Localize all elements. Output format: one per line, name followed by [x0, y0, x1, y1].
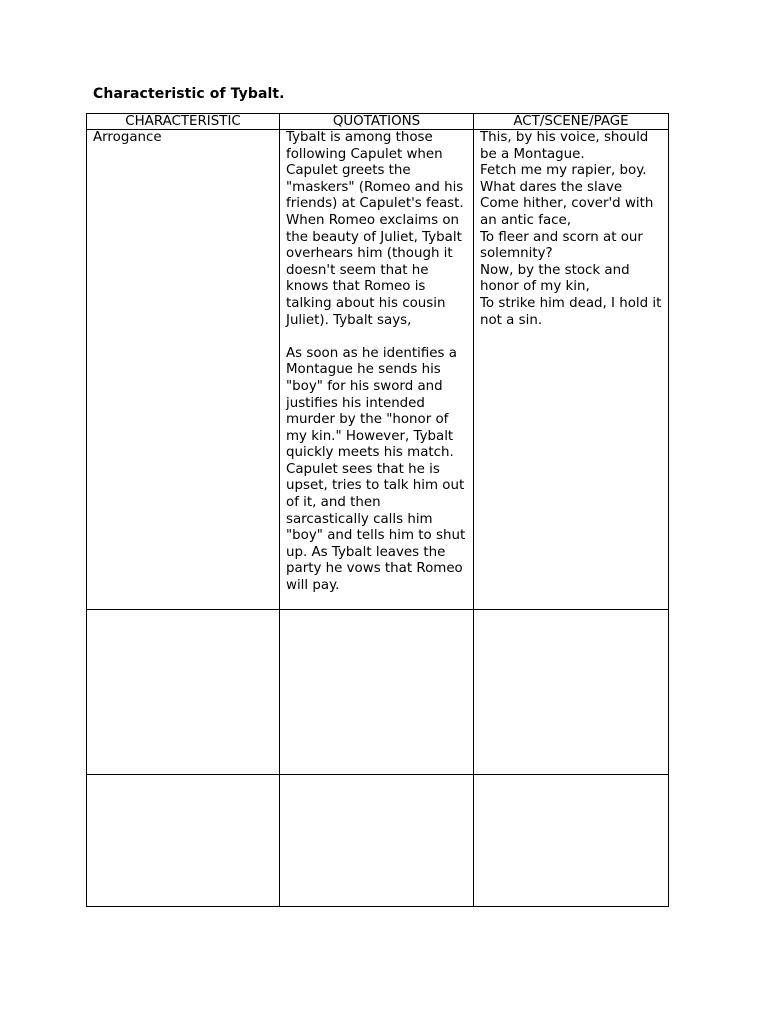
paragraph-gap	[286, 329, 467, 346]
act-scene-line: This, by his voice, should be a Montague.	[480, 130, 649, 162]
act-scene-line: To fleer and scorn at our solemnity?	[480, 229, 643, 262]
act-scene-line: To strike him dead, I hold it not a sin.	[480, 295, 662, 328]
table-row	[87, 130, 669, 610]
characteristic-cell	[87, 130, 280, 610]
quotation-cell	[280, 610, 474, 775]
header-quotations: QUOTATIONS	[280, 114, 474, 130]
header-characteristic: CHARACTERISTIC	[87, 114, 280, 130]
quotation-paragraph: As soon as he identifies a Montague he sends his "boy" for his sword and justifies his intended murder by the "honor of my kin." However, Tybalt quickly meets his match. Capulet sees that he is upset, tries to talk him out of it, and then sarcastically calls him "boy" and tells him to shut up. As Tybalt leaves the party he vows that Romeo will pay.	[286, 345, 466, 594]
document-title: Characteristic of Tybalt.	[93, 86, 285, 102]
table-row	[87, 610, 669, 775]
act-scene-page-cell	[474, 130, 669, 610]
act-scene-line: Fetch me my rapier, boy.	[480, 163, 647, 179]
table-header-row	[87, 114, 669, 130]
quotation-cell	[280, 130, 474, 610]
act-scene-line: What dares the slave	[480, 179, 623, 195]
quotation-cell	[280, 775, 474, 907]
characteristic-cell	[87, 775, 280, 907]
header-act-scene-page: ACT/SCENE/PAGE	[474, 114, 669, 130]
act-scene-line: Come hither, cover'd with an antic face,	[480, 196, 654, 228]
act-scene-line: Now, by the stock and honor of my kin,	[480, 262, 630, 295]
characteristic-cell	[87, 610, 280, 775]
act-scene-page-cell	[474, 610, 669, 775]
characteristics-table	[86, 113, 669, 907]
table-row	[87, 775, 669, 907]
quotation-paragraph: Tybalt is among those following Capulet when Capulet greets the "maskers" (Romeo and his friends) at Capulet's feast. When Romeo exclaims on the beauty of Juliet, Tybalt overhears him (though it doesn't seem that he knows that Romeo is talking about his cousin Juliet). Tybalt says,	[286, 130, 464, 328]
act-scene-page-cell	[474, 775, 669, 907]
characteristic-text: Arrogance	[93, 130, 162, 145]
